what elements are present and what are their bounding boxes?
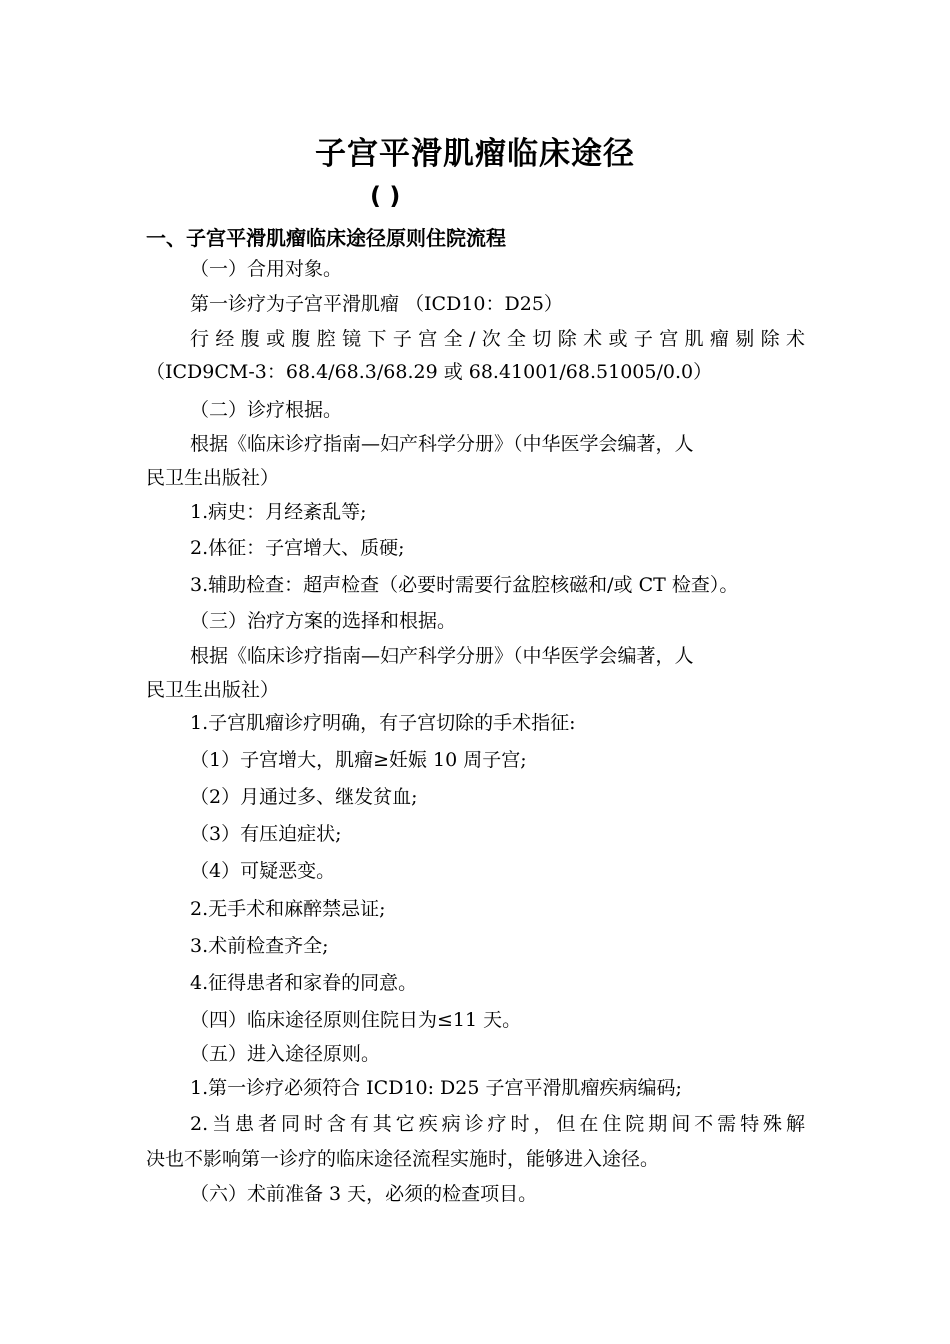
paragraph-line: （4）可疑恶变。: [190, 860, 336, 882]
paragraph-line: （2）月通过多、继发贫血;: [190, 786, 418, 808]
paragraph-line: 1.病史：月经紊乱等;: [190, 501, 367, 523]
document-subtitle: ( ): [370, 182, 401, 210]
paragraph-line: 2.无手术和麻醉禁忌证;: [190, 898, 386, 920]
paragraph-line: 3.术前检查齐全;: [190, 935, 329, 957]
paragraph-line: （六）术前准备 3 天，必须的检查项目。: [190, 1183, 538, 1205]
paragraph-line: （五）进入途径原则。: [190, 1043, 381, 1065]
paragraph-line: （一）合用对象。: [190, 258, 343, 280]
paragraph-line: 民卫生出版社）: [146, 467, 280, 489]
paragraph-line: （二）诊疗根据。: [190, 399, 343, 421]
paragraph-line: 决也不影响第一诊疗的临床途径流程实施时，能够进入途径。: [146, 1148, 660, 1170]
paragraph-line: 第一诊疗为子宫平滑肌瘤 （ICD10：D25）: [190, 293, 563, 315]
paragraph-line: 民卫生出版社）: [146, 679, 280, 701]
paragraph-line: 根据《临床诊疗指南—妇产科学分册》（中华医学会编著，人: [190, 433, 694, 455]
paragraph-line: 3.辅助检查：超声检查（必要时需要行盆腔核磁和/或 CT 检查）。: [190, 574, 739, 596]
paragraph-line: 行经腹或腹腔镜下子宫全/次全切除术或子宫肌瘤剔除术: [190, 328, 805, 350]
paragraph-line: 2.当患者同时含有其它疾病诊疗时，但在住院期间不需特殊解: [190, 1113, 805, 1135]
paragraph-line: （ICD9CM-3：68.4/68.3/68.29 或 68.41001/68.51005/0.0）: [146, 361, 713, 383]
document-title: 子宫平滑肌瘤临床途径: [315, 136, 635, 172]
paragraph-line: （三）治疗方案的选择和根据。: [190, 610, 457, 632]
paragraph-line: （1）子宫增大，肌瘤≥妊娠 10 周子宫;: [190, 749, 527, 771]
section-heading: 一、子宫平滑肌瘤临床途径原则住院流程: [146, 226, 506, 250]
paragraph-line: 2.体征：子宫增大、质硬;: [190, 537, 405, 559]
paragraph-line: （四）临床途径原则住院日为≤11 天。: [190, 1009, 522, 1031]
paragraph-line: 根据《临床诊疗指南—妇产科学分册》（中华医学会编著，人: [190, 645, 694, 667]
paragraph-line: 1.子宫肌瘤诊疗明确，有子宫切除的手术指征:: [190, 712, 576, 734]
paragraph-line: 1.第一诊疗必须符合 ICD10: D25 子宫平滑肌瘤疾病编码;: [190, 1077, 682, 1099]
paragraph-line: 4.征得患者和家眷的同意。: [190, 972, 418, 994]
paragraph-line: （3）有压迫症状;: [190, 823, 342, 845]
